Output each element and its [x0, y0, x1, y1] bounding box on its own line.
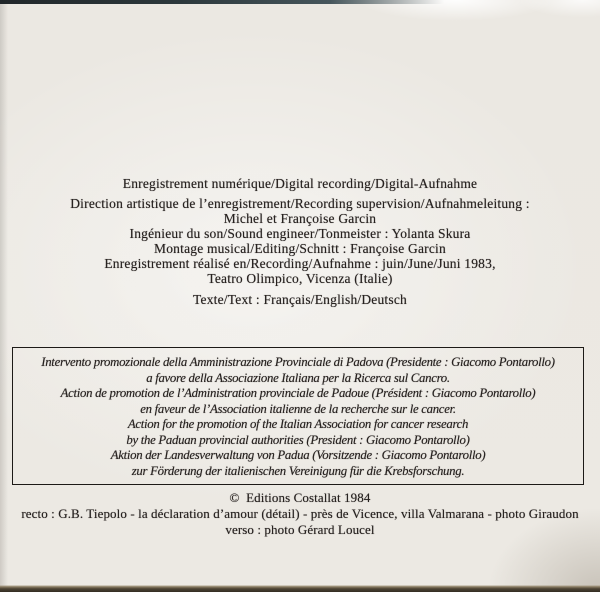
notice-line-italian-1: Intervento promozionale della Amministrazione Provinciale di Padova (Presidente : Giacomo Pontarollo)	[41, 355, 555, 369]
credit-line-venue: Teatro Olimpico, Vicenza (Italie)	[207, 271, 393, 286]
credit-line-recording-type: Enregistrement numérique/Digital recording/Digital-Aufnahme	[122, 176, 478, 191]
copyright-line: © Editions Costallat 1984	[229, 490, 371, 505]
credit-line-supervisors: Michel et Françoise Garcin	[223, 211, 377, 226]
sponsorship-notice-box	[12, 347, 584, 485]
credit-line-text-languages: Texte/Text : Français/English/Deutsch	[193, 292, 407, 307]
notice-line-english-1: Action for the promotion of the Italian Association for cancer research	[127, 417, 469, 431]
notice-line-italian-2: a favore della Associazione Italiana per la Ricerca sul Cancro.	[146, 370, 450, 385]
credit-line-supervision: Direction artistique de l’enregistrement/Recording supervision/Aufnahmeleitung :	[70, 196, 530, 211]
credit-line-recording-date: Enregistrement réalisé en/Recording/Aufnahme : juin/June/Juni 1983,	[104, 256, 496, 271]
recto-photo-credit-line: recto : G.B. Tiepolo - la déclaration d’amour (détail) - près de Vicence, villa Valmarana - photo Giraudon	[21, 506, 579, 521]
credit-line-editing: Montage musical/Editing/Schnitt : Françoise Garcin	[154, 241, 446, 256]
scan-top-edge	[0, 0, 600, 4]
notice-line-english-2: by the Paduan provincial authorities (President : Giacomo Pontarollo)	[126, 432, 470, 447]
footer-credits-block	[0, 489, 600, 537]
scan-bottom-edge	[0, 585, 600, 592]
notice-line-german-2: zur Förderung der italienischen Vereinigung für die Krebsforschung.	[131, 463, 465, 478]
verso-photo-credit-line: verso : photo Gérard Loucel	[225, 521, 375, 537]
notice-line-french-2: en faveur de l’Association italienne de la recherche sur le cancer.	[140, 401, 456, 416]
notice-line-german-1: Aktion der Landesverwaltung von Padua (Vorsitzende : Giacomo Pontarollo)	[110, 448, 486, 462]
recording-credits-block	[0, 176, 600, 307]
credit-line-sound-engineer: Ingénieur du son/Sound engineer/Tonmeister : Yolanta Skura	[129, 226, 471, 241]
notice-line-french-1: Action de promotion de l’Administration provinciale de Padoue (Président : Giacomo Pontarollo)	[60, 386, 536, 400]
